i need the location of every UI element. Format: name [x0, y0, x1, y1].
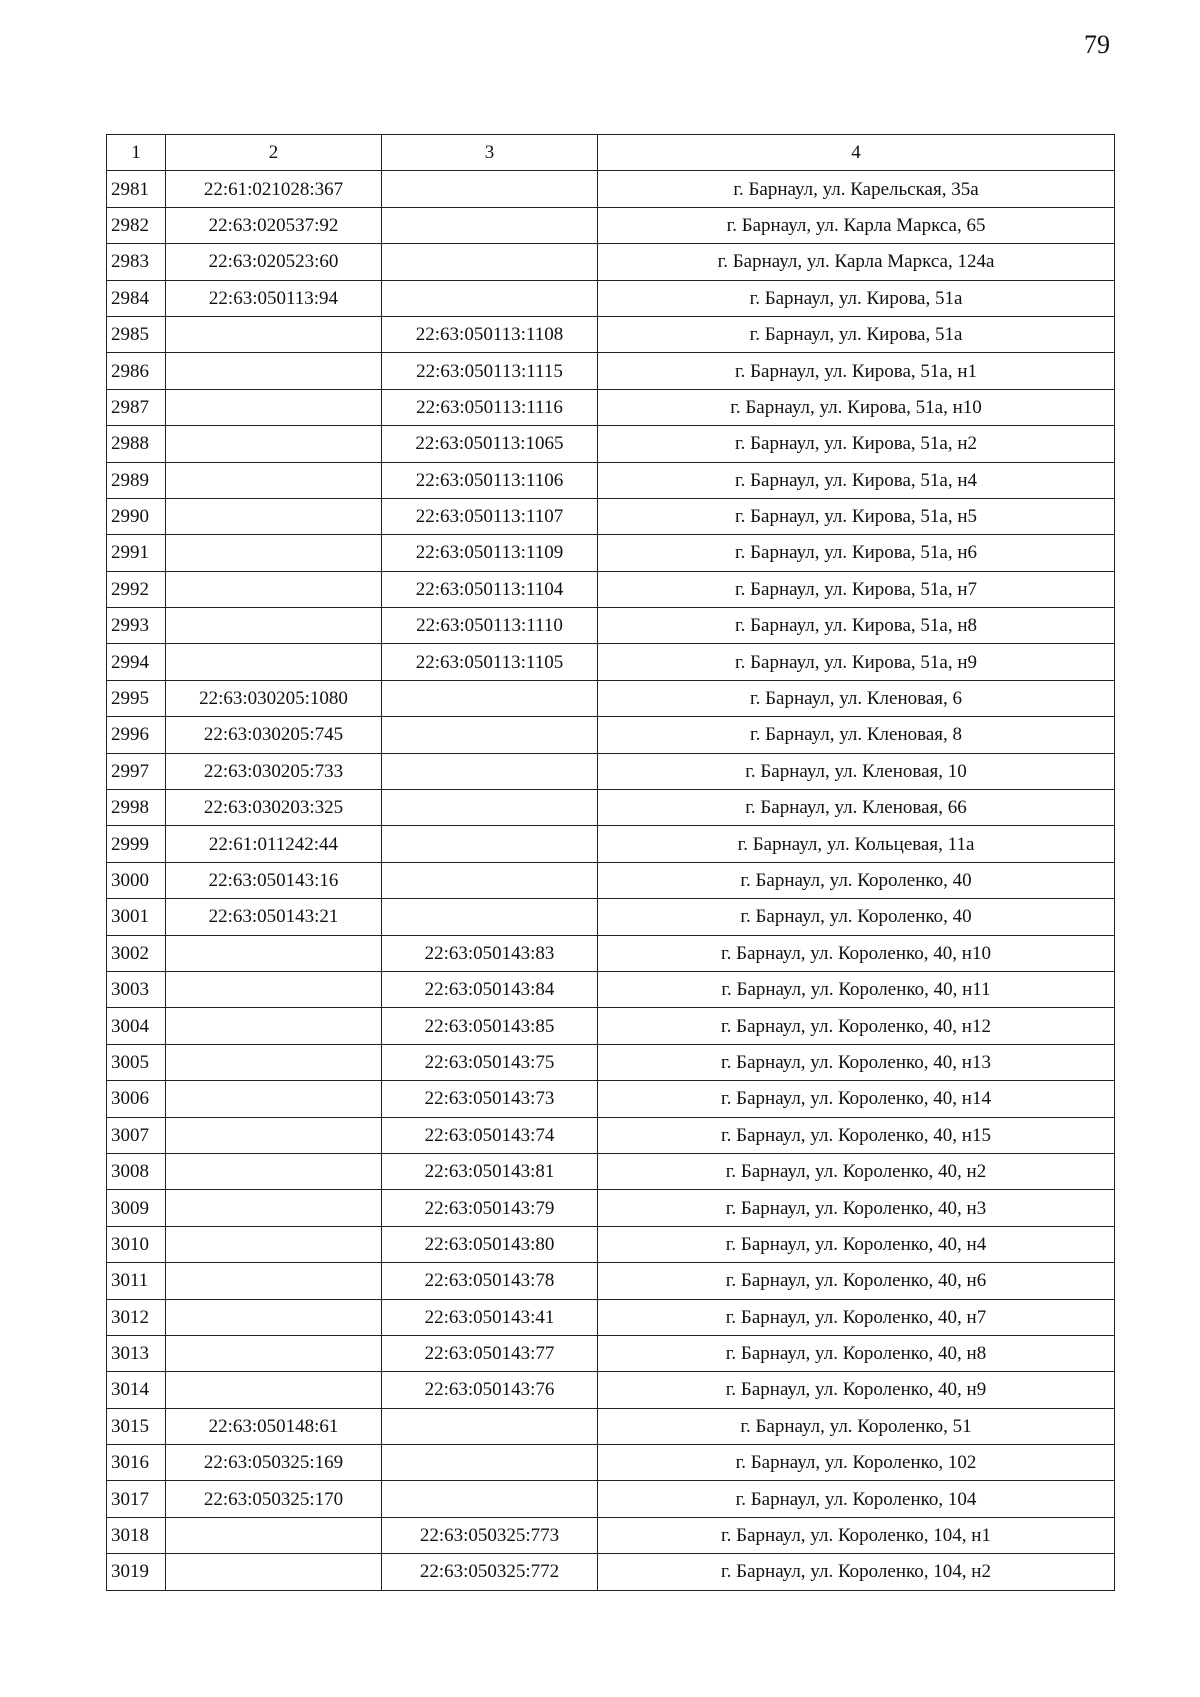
table-row [107, 1481, 1115, 1517]
header-row [107, 135, 1115, 171]
address-cell: г. Барнаул, ул. Кленовая, 10 [598, 753, 1115, 789]
row-number-cell: 3015 [107, 1408, 166, 1444]
address-cell: г. Барнаул, ул. Короленко, 104 [598, 1481, 1115, 1517]
table-row [107, 680, 1115, 716]
address-cell: г. Барнаул, ул. Короленко, 40, н11 [598, 971, 1115, 1007]
building-cadastral-cell [382, 680, 598, 716]
address-cell: г. Барнаул, ул. Короленко, 40, н2 [598, 1153, 1115, 1189]
building-cadastral-cell [382, 1481, 598, 1517]
registry-table [106, 134, 1115, 1591]
table-row [107, 1044, 1115, 1080]
page-number: 79 [1084, 30, 1110, 59]
land-cadastral-cell: 22:61:011242:44 [166, 826, 382, 862]
row-number-cell: 3006 [107, 1081, 166, 1117]
table-row [107, 462, 1115, 498]
land-cadastral-cell: 22:61:021028:367 [166, 171, 382, 207]
table-row [107, 608, 1115, 644]
building-cadastral-cell: 22:63:050113:1109 [382, 535, 598, 571]
row-number-cell: 2989 [107, 462, 166, 498]
row-number-cell: 2995 [107, 680, 166, 716]
address-cell: г. Барнаул, ул. Кирова, 51а, н6 [598, 535, 1115, 571]
address-cell: г. Барнаул, ул. Кирова, 51а, н10 [598, 389, 1115, 425]
land-cadastral-cell: 22:63:050325:169 [166, 1445, 382, 1481]
row-number-cell: 3009 [107, 1190, 166, 1226]
row-number-cell: 3014 [107, 1372, 166, 1408]
land-cadastral-cell: 22:63:050143:16 [166, 862, 382, 898]
table-row [107, 753, 1115, 789]
table-row [107, 535, 1115, 571]
land-cadastral-cell [166, 462, 382, 498]
address-cell: г. Барнаул, ул. Кирова, 51а, н4 [598, 462, 1115, 498]
row-number-cell: 2987 [107, 389, 166, 425]
address-cell: г. Барнаул, ул. Кленовая, 6 [598, 680, 1115, 716]
table-row [107, 1226, 1115, 1262]
land-cadastral-cell: 22:63:050143:21 [166, 899, 382, 935]
row-number-cell: 3018 [107, 1517, 166, 1553]
table-row [107, 862, 1115, 898]
address-cell: г. Барнаул, ул. Короленко, 40, н3 [598, 1190, 1115, 1226]
address-cell: г. Барнаул, ул. Короленко, 40, н6 [598, 1263, 1115, 1299]
row-number-cell: 2985 [107, 316, 166, 352]
address-cell: г. Барнаул, ул. Кирова, 51а, н1 [598, 353, 1115, 389]
table-row [107, 790, 1115, 826]
row-number-cell: 2999 [107, 826, 166, 862]
row-number-cell: 3013 [107, 1335, 166, 1371]
row-number-cell: 2996 [107, 717, 166, 753]
building-cadastral-cell: 22:63:050113:1108 [382, 316, 598, 352]
table-body [107, 171, 1115, 1590]
land-cadastral-cell: 22:63:020523:60 [166, 244, 382, 280]
table-row [107, 426, 1115, 462]
address-cell: г. Барнаул, ул. Кленовая, 8 [598, 717, 1115, 753]
address-cell: г. Барнаул, ул. Кирова, 51а, н7 [598, 571, 1115, 607]
row-number-cell: 2982 [107, 207, 166, 243]
address-cell: г. Барнаул, ул. Короленко, 40, н15 [598, 1117, 1115, 1153]
row-number-cell: 3017 [107, 1481, 166, 1517]
building-cadastral-cell: 22:63:050143:80 [382, 1226, 598, 1262]
row-number-cell: 2998 [107, 790, 166, 826]
row-number-cell: 3011 [107, 1263, 166, 1299]
address-cell: г. Барнаул, ул. Карла Маркса, 65 [598, 207, 1115, 243]
table-row [107, 1117, 1115, 1153]
table-row [107, 1081, 1115, 1117]
land-cadastral-cell [166, 1044, 382, 1080]
building-cadastral-cell: 22:63:050113:1116 [382, 389, 598, 425]
building-cadastral-cell: 22:63:050113:1105 [382, 644, 598, 680]
address-cell: г. Барнаул, ул. Кирова, 51а [598, 316, 1115, 352]
table-row [107, 717, 1115, 753]
land-cadastral-cell [166, 316, 382, 352]
building-cadastral-cell [382, 1408, 598, 1444]
table-row [107, 280, 1115, 316]
building-cadastral-cell [382, 171, 598, 207]
land-cadastral-cell [166, 1153, 382, 1189]
row-number-cell: 2990 [107, 498, 166, 534]
address-cell: г. Барнаул, ул. Кольцевая, 11а [598, 826, 1115, 862]
land-cadastral-cell [166, 644, 382, 680]
land-cadastral-cell [166, 1554, 382, 1590]
address-cell: г. Барнаул, ул. Кленовая, 66 [598, 790, 1115, 826]
row-number-cell: 3008 [107, 1153, 166, 1189]
column-header: 1 [107, 135, 166, 171]
table-row [107, 316, 1115, 352]
table-row [107, 1445, 1115, 1481]
address-cell: г. Барнаул, ул. Короленко, 40, н10 [598, 935, 1115, 971]
building-cadastral-cell [382, 280, 598, 316]
building-cadastral-cell [382, 753, 598, 789]
address-cell: г. Барнаул, ул. Короленко, 40, н7 [598, 1299, 1115, 1335]
row-number-cell: 3002 [107, 935, 166, 971]
table-row [107, 171, 1115, 207]
building-cadastral-cell: 22:63:050113:1104 [382, 571, 598, 607]
building-cadastral-cell [382, 717, 598, 753]
row-number-cell: 2993 [107, 608, 166, 644]
building-cadastral-cell: 22:63:050143:75 [382, 1044, 598, 1080]
row-number-cell: 3004 [107, 1008, 166, 1044]
building-cadastral-cell: 22:63:050143:83 [382, 935, 598, 971]
land-cadastral-cell [166, 353, 382, 389]
land-cadastral-cell [166, 571, 382, 607]
address-cell: г. Барнаул, ул. Короленко, 104, н2 [598, 1554, 1115, 1590]
building-cadastral-cell: 22:63:050325:772 [382, 1554, 598, 1590]
building-cadastral-cell [382, 899, 598, 935]
building-cadastral-cell: 22:63:050143:76 [382, 1372, 598, 1408]
land-cadastral-cell [166, 1117, 382, 1153]
table-row [107, 1554, 1115, 1590]
address-cell: г. Барнаул, ул. Короленко, 104, н1 [598, 1517, 1115, 1553]
building-cadastral-cell [382, 826, 598, 862]
row-number-cell: 2994 [107, 644, 166, 680]
table-row [107, 1408, 1115, 1444]
row-number-cell: 2991 [107, 535, 166, 571]
building-cadastral-cell: 22:63:050113:1106 [382, 462, 598, 498]
building-cadastral-cell: 22:63:050143:74 [382, 1117, 598, 1153]
building-cadastral-cell [382, 862, 598, 898]
address-cell: г. Барнаул, ул. Кирова, 51а, н5 [598, 498, 1115, 534]
building-cadastral-cell [382, 790, 598, 826]
address-cell: г. Барнаул, ул. Короленко, 40 [598, 899, 1115, 935]
land-cadastral-cell: 22:63:020537:92 [166, 207, 382, 243]
address-cell: г. Барнаул, ул. Короленко, 40, н9 [598, 1372, 1115, 1408]
building-cadastral-cell [382, 244, 598, 280]
building-cadastral-cell: 22:63:050325:773 [382, 1517, 598, 1553]
row-number-cell: 2986 [107, 353, 166, 389]
row-number-cell: 3000 [107, 862, 166, 898]
table-row [107, 1153, 1115, 1189]
table-row [107, 1190, 1115, 1226]
address-cell: г. Барнаул, ул. Короленко, 40, н12 [598, 1008, 1115, 1044]
table-row [107, 1517, 1115, 1553]
table-header [107, 135, 1115, 171]
row-number-cell: 3010 [107, 1226, 166, 1262]
table-row [107, 571, 1115, 607]
land-cadastral-cell: 22:63:030205:733 [166, 753, 382, 789]
table-row [107, 1335, 1115, 1371]
land-cadastral-cell [166, 1299, 382, 1335]
land-cadastral-cell [166, 1008, 382, 1044]
address-cell: г. Барнаул, ул. Короленко, 40, н8 [598, 1335, 1115, 1371]
address-cell: г. Барнаул, ул. Кирова, 51а, н9 [598, 644, 1115, 680]
row-number-cell: 3019 [107, 1554, 166, 1590]
building-cadastral-cell: 22:63:050143:79 [382, 1190, 598, 1226]
row-number-cell: 2981 [107, 171, 166, 207]
table-row [107, 1008, 1115, 1044]
column-header: 2 [166, 135, 382, 171]
land-cadastral-cell: 22:63:030205:745 [166, 717, 382, 753]
address-cell: г. Барнаул, ул. Кирова, 51а [598, 280, 1115, 316]
row-number-cell: 3012 [107, 1299, 166, 1335]
table-row [107, 244, 1115, 280]
table-row [107, 1372, 1115, 1408]
land-cadastral-cell: 22:63:050148:61 [166, 1408, 382, 1444]
building-cadastral-cell: 22:63:050143:81 [382, 1153, 598, 1189]
land-cadastral-cell [166, 971, 382, 1007]
row-number-cell: 3016 [107, 1445, 166, 1481]
table-row [107, 899, 1115, 935]
table-row [107, 971, 1115, 1007]
land-cadastral-cell [166, 1335, 382, 1371]
table-row [107, 1299, 1115, 1335]
address-cell: г. Барнаул, ул. Карла Маркса, 124а [598, 244, 1115, 280]
address-cell: г. Барнаул, ул. Кирова, 51а, н2 [598, 426, 1115, 462]
land-cadastral-cell [166, 1372, 382, 1408]
building-cadastral-cell: 22:63:050113:1065 [382, 426, 598, 462]
row-number-cell: 2984 [107, 280, 166, 316]
land-cadastral-cell [166, 1226, 382, 1262]
address-cell: г. Барнаул, ул. Короленко, 102 [598, 1445, 1115, 1481]
table-row [107, 207, 1115, 243]
land-cadastral-cell [166, 498, 382, 534]
building-cadastral-cell: 22:63:050143:78 [382, 1263, 598, 1299]
column-header: 4 [598, 135, 1115, 171]
land-cadastral-cell [166, 608, 382, 644]
address-cell: г. Барнаул, ул. Короленко, 51 [598, 1408, 1115, 1444]
row-number-cell: 3005 [107, 1044, 166, 1080]
address-cell: г. Барнаул, ул. Короленко, 40, н14 [598, 1081, 1115, 1117]
row-number-cell: 2988 [107, 426, 166, 462]
address-cell: г. Барнаул, ул. Короленко, 40, н4 [598, 1226, 1115, 1262]
building-cadastral-cell: 22:63:050113:1115 [382, 353, 598, 389]
land-cadastral-cell: 22:63:050325:170 [166, 1481, 382, 1517]
table-row [107, 826, 1115, 862]
row-number-cell: 2997 [107, 753, 166, 789]
land-cadastral-cell [166, 935, 382, 971]
land-cadastral-cell: 22:63:050113:94 [166, 280, 382, 316]
row-number-cell: 3001 [107, 899, 166, 935]
address-cell: г. Барнаул, ул. Кирова, 51а, н8 [598, 608, 1115, 644]
address-cell: г. Барнаул, ул. Короленко, 40, н13 [598, 1044, 1115, 1080]
land-cadastral-cell: 22:63:030203:325 [166, 790, 382, 826]
building-cadastral-cell [382, 1445, 598, 1481]
building-cadastral-cell: 22:63:050113:1107 [382, 498, 598, 534]
land-cadastral-cell: 22:63:030205:1080 [166, 680, 382, 716]
land-cadastral-cell [166, 1263, 382, 1299]
address-cell: г. Барнаул, ул. Короленко, 40 [598, 862, 1115, 898]
table-row [107, 498, 1115, 534]
column-header: 3 [382, 135, 598, 171]
building-cadastral-cell: 22:63:050143:77 [382, 1335, 598, 1371]
row-number-cell: 2992 [107, 571, 166, 607]
address-cell: г. Барнаул, ул. Карельская, 35а [598, 171, 1115, 207]
building-cadastral-cell: 22:63:050143:84 [382, 971, 598, 1007]
row-number-cell: 3007 [107, 1117, 166, 1153]
table-row [107, 1263, 1115, 1299]
land-cadastral-cell [166, 389, 382, 425]
land-cadastral-cell [166, 1517, 382, 1553]
table-row [107, 389, 1115, 425]
table-row [107, 644, 1115, 680]
table-row [107, 935, 1115, 971]
building-cadastral-cell: 22:63:050143:73 [382, 1081, 598, 1117]
land-cadastral-cell [166, 1081, 382, 1117]
table-row [107, 353, 1115, 389]
land-cadastral-cell [166, 426, 382, 462]
land-cadastral-cell [166, 535, 382, 571]
row-number-cell: 2983 [107, 244, 166, 280]
building-cadastral-cell [382, 207, 598, 243]
building-cadastral-cell: 22:63:050143:41 [382, 1299, 598, 1335]
building-cadastral-cell: 22:63:050113:1110 [382, 608, 598, 644]
land-cadastral-cell [166, 1190, 382, 1226]
row-number-cell: 3003 [107, 971, 166, 1007]
building-cadastral-cell: 22:63:050143:85 [382, 1008, 598, 1044]
